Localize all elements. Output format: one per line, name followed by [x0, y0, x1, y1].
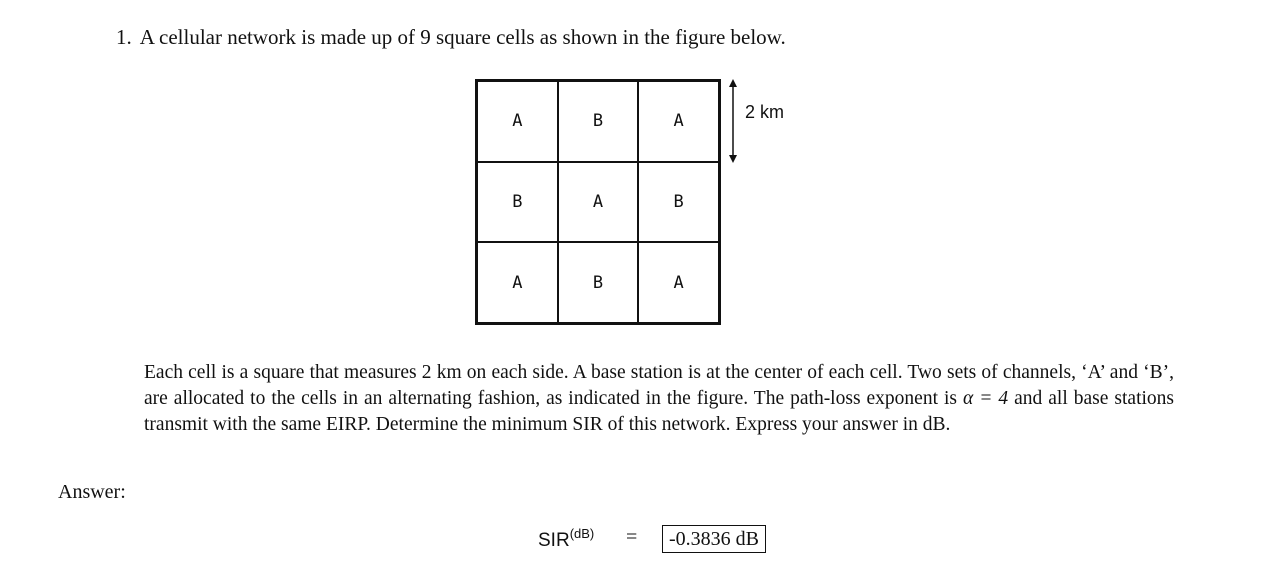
- cell-r3c1: A: [477, 242, 558, 323]
- cell-r1c2: B: [558, 81, 639, 162]
- answer-label: Answer:: [58, 481, 126, 503]
- dimension-arrow-icon: [724, 79, 742, 163]
- alpha-expression: α = 4: [963, 388, 1009, 409]
- equals-sign: =: [626, 526, 638, 548]
- cell-r2c3: B: [638, 162, 719, 243]
- sir-text: SIR: [538, 530, 570, 551]
- sir-superscript: (dB): [569, 526, 595, 541]
- sir-label: [538, 526, 594, 552]
- description-part2: and all base stations transmit with the same EIRP. Determine the minimum SIR of this network. Express your answer in dB.: [144, 388, 1174, 435]
- cell-r1c3: A: [638, 81, 719, 162]
- cell-grid-figure: [475, 79, 721, 325]
- answer-value-box: -0.3836 dB: [662, 525, 766, 553]
- question-text: [116, 24, 786, 50]
- question-number: 1.: [116, 25, 132, 49]
- cell-r2c1: B: [477, 162, 558, 243]
- cell-r2c2: A: [558, 162, 639, 243]
- cell-r3c2: B: [558, 242, 639, 323]
- description-part1: Each cell is a square that measures 2 km on each side. A base station is at the center of each cell. Two sets of channels, ‘A’ and ‘B’, are allocated to the cells in an alternating fashion, as indicated in the figure. The path-loss exponent is: [144, 362, 1174, 409]
- dimension-label: 2 km: [745, 102, 785, 122]
- question-statement: A cellular network is made up of 9 square cells as shown in the figure below.: [139, 25, 786, 49]
- problem-description: [144, 360, 1174, 438]
- cell-r1c1: A: [477, 81, 558, 162]
- cell-r3c3: A: [638, 242, 719, 323]
